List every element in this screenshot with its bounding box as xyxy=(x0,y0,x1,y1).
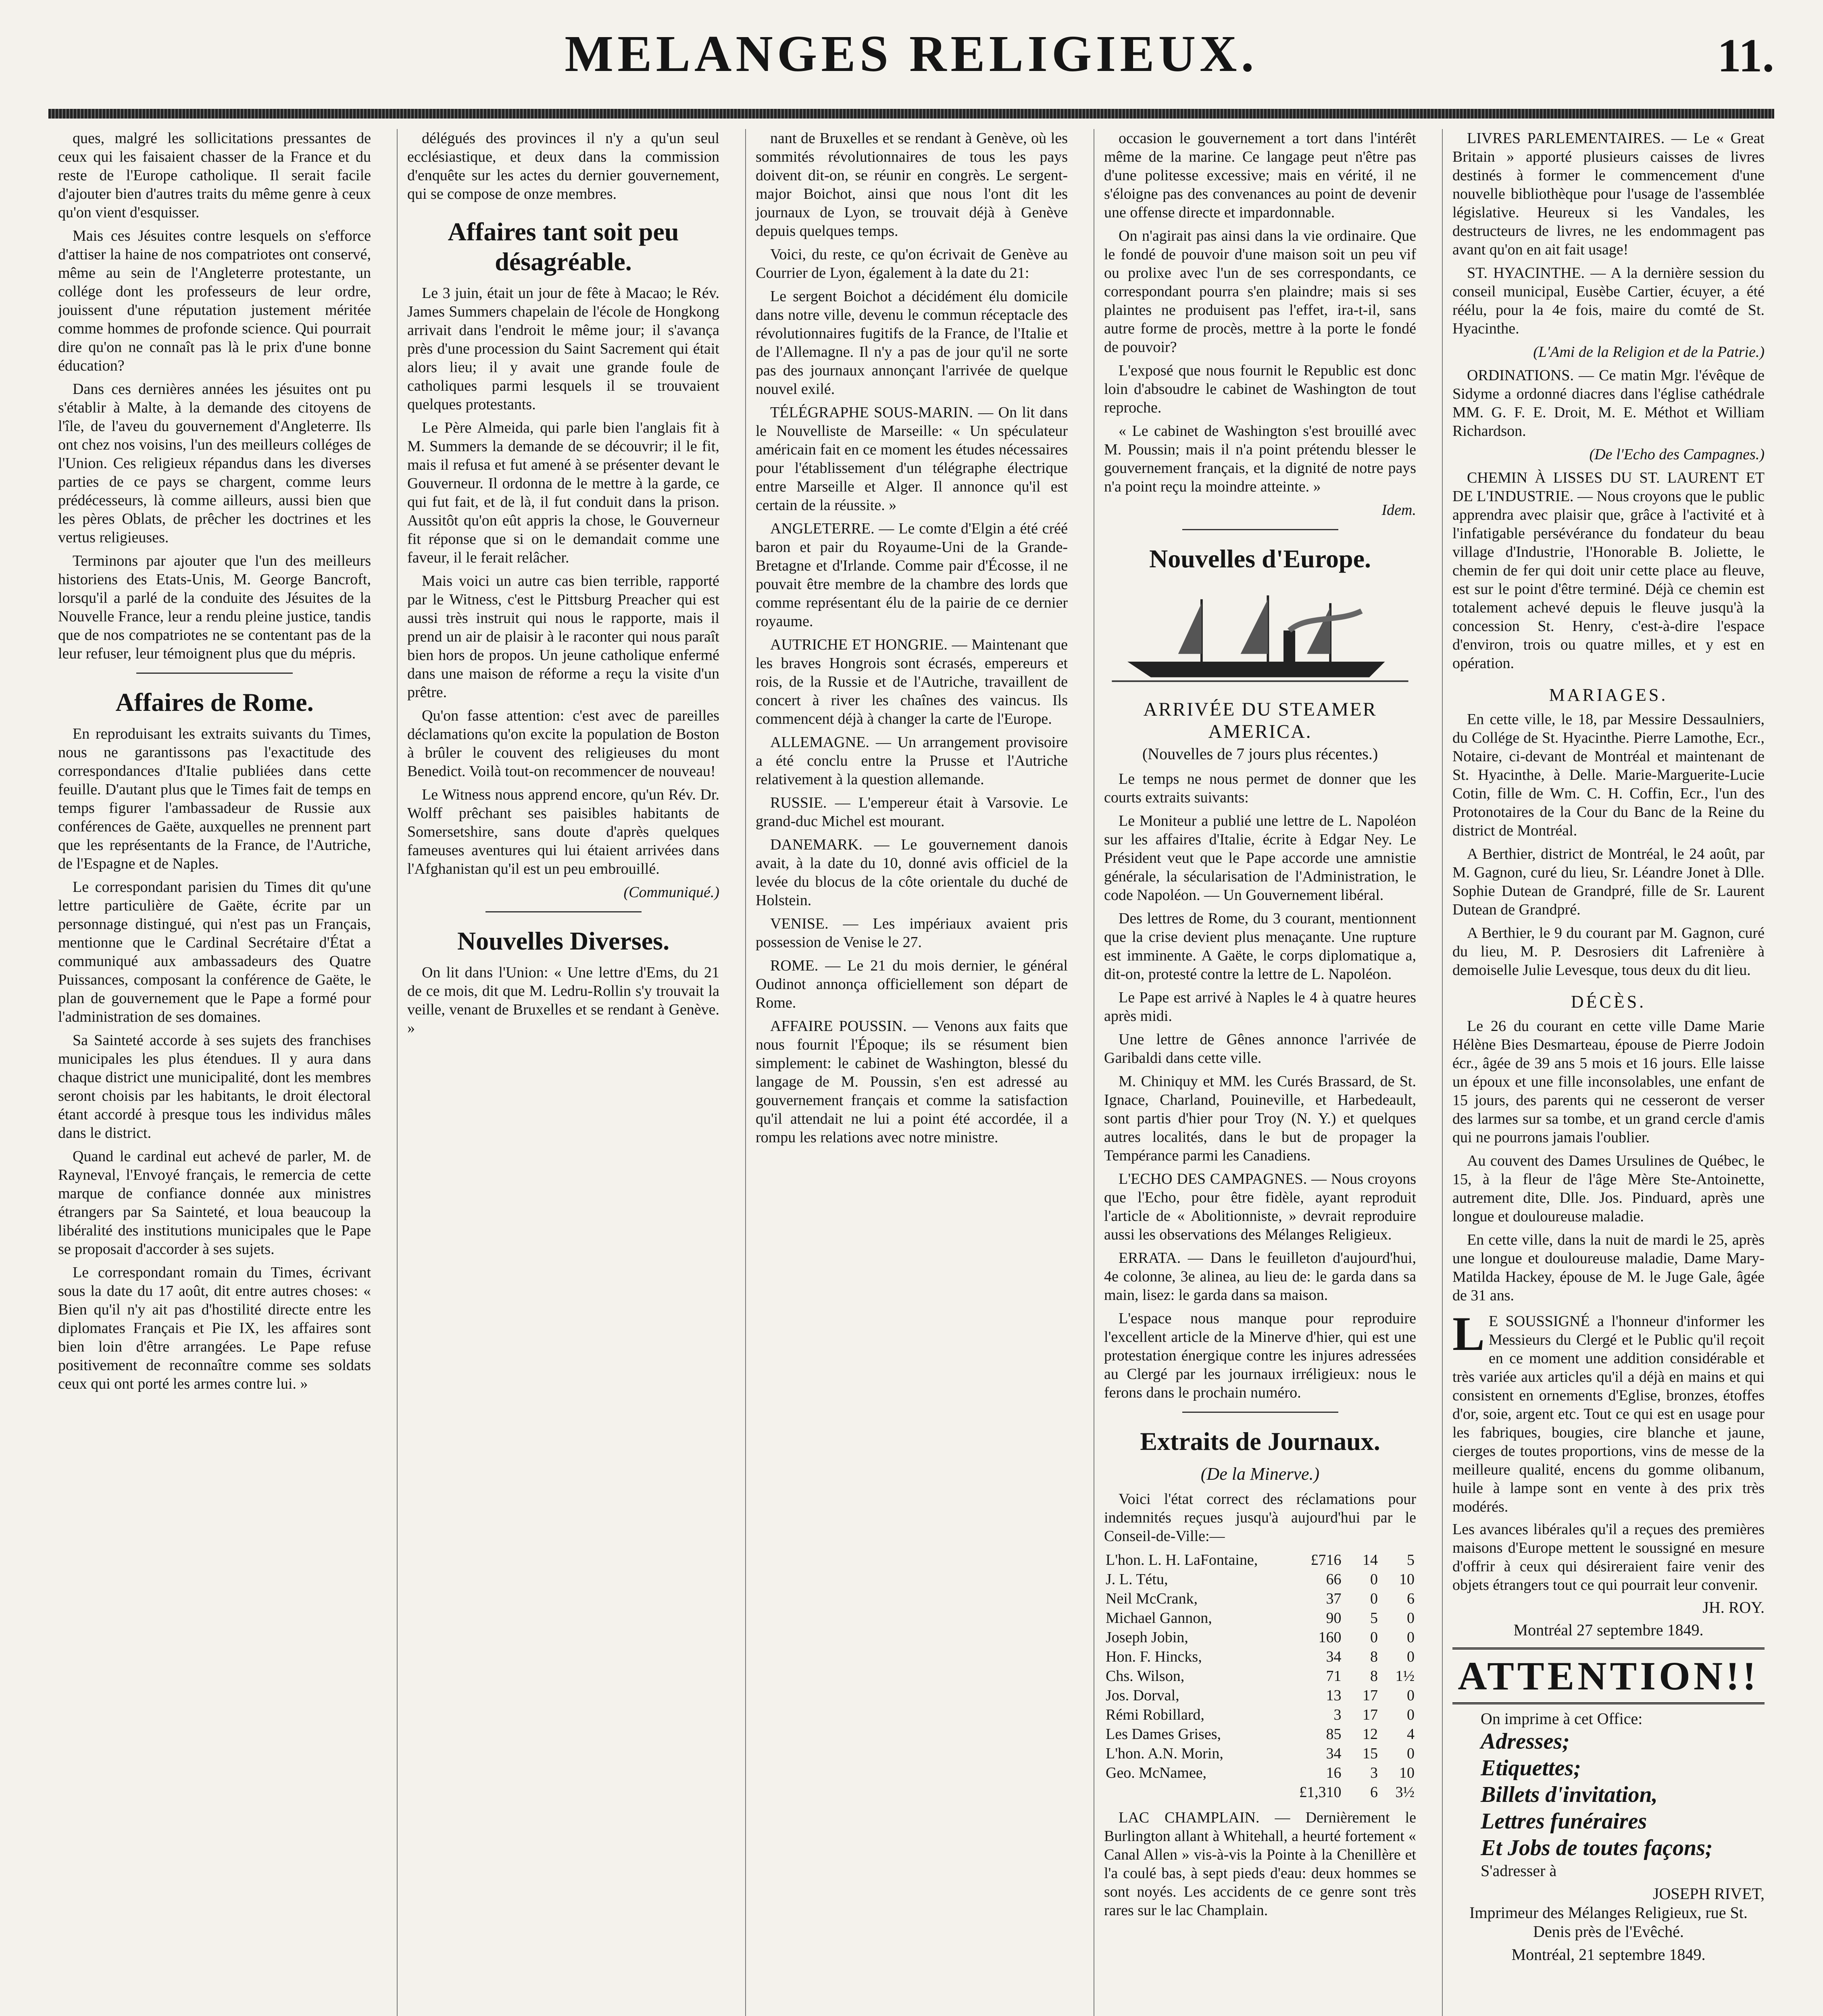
paragraph: Le Witness nous apprend encore, qu'un Rév. Dr. Wolff prêchant ses paisibles habitants de Somersetshire, sans doute d'après quelques fameuses aventures qui lui étaient arrivées dans l'Afghanistan qu'il est un peu embrouillé. xyxy=(407,786,719,877)
paragraph: ST. HYACINTHE. — A la dernière session du conseil municipal, Eusèbe Cartier, écuyer, a été réélu, pour la 4e fois, maire du comté de St. Hyacinthe. xyxy=(1452,264,1765,337)
claimant-name: Hon. F. Hincks, xyxy=(1106,1648,1202,1665)
amount-cell: 5 xyxy=(1370,1610,1378,1627)
amount-cell: 12 xyxy=(1362,1726,1378,1743)
paragraph: ANGLETERRE. — Le comte d'Elgin a été créé baron et pair du Royaume-Uni de la Grande-Bretagne et d'Irlande. Comme pair d'Écosse, il ne pouvait être membre de la chambre des lords que comme représentant élu de la pairie de ce dernier royaume. xyxy=(756,520,1068,630)
columns xyxy=(48,129,1774,2016)
paragraph: Une lettre de Gênes annonce l'arrivée de Garibaldi dans cette ville. xyxy=(1104,1031,1416,1066)
attention-line: Et Jobs de toutes façons; xyxy=(1481,1835,1713,1860)
amount-cell: 3 xyxy=(1370,1764,1378,1781)
amount-cell: 85 xyxy=(1326,1726,1342,1743)
article-signature: Idem. xyxy=(1381,502,1416,519)
paragraph: AUTRICHE ET HONGRIE. — Maintenant que les braves Hongrois sont écrasés, empereurs et rois, de la Russie et de l'Autriche, travaillent de concert à river les chaînes des vaincus. Ils commencent déjà à changer la carte de l'Europe. xyxy=(756,636,1068,727)
paragraph: Sa Sainteté accorde à ses sujets des franchises municipales les plus étendues. Il y aura dans chaque district une municipalité, dont les membres seront choisis par les habitants, le droit électoral étant accordé à presque tous les individus mâles dans le district. xyxy=(58,1032,371,1141)
claimant-name: Les Dames Grises, xyxy=(1106,1726,1221,1743)
table-row xyxy=(1104,1608,1416,1628)
arrival-subtitle: (Nouvelles de 7 jours plus récentes.) xyxy=(1142,745,1378,763)
amount-cell: 34 xyxy=(1326,1745,1342,1762)
claimant-name: Joseph Jobin, xyxy=(1106,1629,1188,1646)
attention-line: Adresses; xyxy=(1481,1729,1570,1754)
amount-cell: 17 xyxy=(1362,1687,1378,1704)
amount-cell: 16 xyxy=(1326,1764,1342,1781)
claimant-name: J. L. Tétu, xyxy=(1106,1571,1168,1588)
claimant-name: Michael Gannon, xyxy=(1106,1610,1212,1627)
paragraph: Le Père Almeida, qui parle bien l'anglais fit à M. Summers la demande de se découvrir; il le fit, mais il refusa et fut amené à se présenter devant le Gouverneur. Il ordonna de le mettre à la garde, ce qui fut fait, et de là, il fut conduit dans la prison. Aussitôt qu'on eût appris la chose, le Gouverneur fit réponse que si on le demandait comme une faveur, il le ferait relâcher. xyxy=(407,419,719,566)
paragraph: ALLEMAGNE. — Un arrangement provisoire a été conclu entre la Prusse et l'Autriche relativement à la question allemande. xyxy=(756,734,1068,788)
paragraph: En reproduisant les extraits suivants du Times, nous ne garantissons pas l'exactitude des correspondances d'Italie publiées dans cette feuille. D'autant plus que le Times fait de temps en temps figurer l'ambassadeur de Russie aux conférences de Gaëte, auxquelles ne prennent part que les représentants de la France, de l'Autriche, de l'Espagne et de Naples. xyxy=(58,725,371,872)
table-row xyxy=(1104,1666,1416,1686)
paragraph: Le correspondant romain du Times, écrivant sous la date du 17 août, dit entre autres choses: « Bien qu'il n'y ait pas d'hostilité directe entre les diplomates Français et Pie IX, les affaires sont bien loin d'être arrangées. Le Pape refuse positivement de reconnaître comme ses soldats ceux qui ont porté les armes contre lui. » xyxy=(58,1264,371,1392)
article-livres-parlementaires xyxy=(1452,129,1765,361)
paragraph: Le temps ne nous permet de donner que les courts extraits suivants: xyxy=(1104,771,1416,806)
divider xyxy=(485,911,642,912)
attention-intro: On imprime à cet Office: xyxy=(1481,1710,1643,1728)
paragraph: AFFAIRE POUSSIN. — Venons aux faits que nous fournit l'Époque; ils se résument bien simplement: le cabinet de Washington, blessé du langage de M. Poussin, s'en est adressé au gouvernement français et comme la satisfaction qu'il attendait ne lui a point été accordée, il a rompu les relations avec notre ministre. xyxy=(756,1018,1068,1146)
steamship-illustration xyxy=(1104,586,1416,691)
deces-heading: DÉCÈS. xyxy=(1571,992,1646,1012)
amount-cell: 17 xyxy=(1362,1706,1378,1723)
amount-cell: 8 xyxy=(1370,1668,1378,1685)
paragraph: Quand le cardinal eut achevé de parler, M. de Rayneval, l'Envoyé français, le remercia de cette marque de confiance donnée aux ministres étrangers par Sa Sainteté, et loua beaucoup la libéralité des institutions municipales que le Pape se proposait d'accorder à ses sujets. xyxy=(58,1148,371,1258)
amount-cell: £1,310 xyxy=(1299,1784,1342,1801)
paragraph: Le 3 juin, était un jour de fête à Macao; le Rév. James Summers chapelain de l'école de Hongkong arrivait dans l'endroit le même jour; il s'avança près d'une procession du Saint Sacrement qui était alors lieu; il y avait une grande foule de catholiques parmi lesquels il se trouvaient quelques protestants. xyxy=(407,285,719,413)
amount-cell: 0 xyxy=(1370,1571,1378,1588)
paragraph: L'ECHO DES CAMPAGNES. — Nous croyons que l'Echo, pour être fidèle, ayant reproduit l'article de « Abolitionniste, » devrait reproduire aussi les observations des Mélanges Religieux. xyxy=(1104,1170,1416,1243)
paragraph: L'exposé que nous fournit le Republic est donc loin d'absoudre le cabinet de Washington de tout reproche. xyxy=(1104,362,1416,416)
column-4 xyxy=(1094,129,1426,2016)
attention-line: Billets d'invitation, xyxy=(1481,1782,1658,1807)
amount-cell: 15 xyxy=(1362,1745,1378,1762)
paragraph: ques, malgré les sollicitations pressantes de ceux qui les faisaient chasser de la France et du reste de l'Europe catholique. Il serait facile d'ajouter bien d'autres traits du même genre à ceux qu'on vient d'esquisser. xyxy=(58,130,371,221)
article-heading: Nouvelles Diverses. xyxy=(457,927,670,955)
divider xyxy=(1182,1412,1338,1413)
paragraph: Voici l'état correct des réclamations pour indemnités reçues jusqu'à aujourd'hui par le Conseil-de-Ville:— xyxy=(1104,1491,1416,1545)
paragraph: L'espace nous manque pour reproduire l'excellent article de la Minerve d'hier, qui est une protestation énergique contre les injures adressées au Clergé par les journaux irréligieux: nous le ferons dans le prochain numéro. xyxy=(1104,1310,1416,1401)
list-item: Le 26 du courant en cette ville Dame Marie Hélène Bies Desmarteau, épouse de Pierre Jodoin écr., âgée de 39 ans 5 mois et 16 jours. Elle laisse un époux et une fille inconsolables, une enfant de 15 jours, des parents qui ne cesseront de verser des larmes sur sa tombe, et un grand cercle d'amis qui ne pourrons jamais l'oublier. xyxy=(1452,1018,1765,1146)
article-heading: Nouvelles d'Europe. xyxy=(1149,544,1371,573)
article-jesuites xyxy=(58,129,371,663)
paragraph: ROME. — Le 21 du mois dernier, le général Oudinot annonça officiellement son départ de Rome. xyxy=(756,957,1068,1011)
amount-cell: 37 xyxy=(1326,1590,1342,1607)
amount-cell: 8 xyxy=(1370,1648,1378,1665)
paragraph: Terminons par ajouter que l'un des meilleurs historiens des Etats-Unis, M. George Bancroft, lorsqu'il a parlé de la conduite des Jésuites de la Nouvelle France, leur a rendu pleine justice, tandis que de nos compatriotes ne se contentant pas de la leur refuser, leur témoignent plus que du mépris. xyxy=(58,552,371,662)
article-heading: Extraits de Journaux. xyxy=(1140,1427,1380,1456)
article-nouvelles-continued xyxy=(756,129,1068,1147)
amount-cell: 6 xyxy=(1407,1590,1415,1607)
amount-cell: 71 xyxy=(1326,1668,1342,1685)
amount-cell: 6 xyxy=(1370,1784,1378,1801)
paragraph: DANEMARK. — Le gouvernement danois avait, à la date du 10, donné avis officiel de la levée du blocus de la côte orientale du duché de Holstein. xyxy=(756,836,1068,909)
article-signature: (L'Ami de la Religion et de la Patrie.) xyxy=(1533,344,1765,360)
attention-date: Montréal, 21 septembre 1849. xyxy=(1511,1945,1706,1964)
amount-cell: 66 xyxy=(1326,1571,1342,1588)
claimant-name: Neil McCrank, xyxy=(1106,1590,1198,1607)
paragraph: Le correspondant parisien du Times dit qu'une lettre particulière de Gaëte, écrite par un personnage distingué, qui n'est pas un Français, mentionne que le Cardinal Secrétaire d'État a communiqué aux ambassadeurs des Quatre Puissances, composant la conférence de Gaëte, le plan de gouvernement que le Pape a formé pour l'administration de ses domaines. xyxy=(58,879,371,1025)
amount-cell: 34 xyxy=(1326,1648,1342,1665)
notice-date: Montréal 27 septembre 1849. xyxy=(1513,1621,1704,1639)
mariages-list xyxy=(1452,710,1765,979)
paragraph: occasion le gouvernement a tort dans l'intérêt même de la marine. Ce langage peut n'être pas d'une politesse excessive; mais en vérité, il ne s'éloigne pas des convenances au point de devenir une offense directe et impardonnable. xyxy=(1104,130,1416,221)
amount-cell: 90 xyxy=(1326,1610,1342,1627)
printer-description: Imprimeur des Mélanges Religieux, rue St. Denis près de l'Evêché. xyxy=(1469,1904,1748,1941)
claimant-name: L'hon. A.N. Morin, xyxy=(1106,1745,1223,1762)
amount-cell: 0 xyxy=(1407,1687,1415,1704)
drop-cap: L xyxy=(1452,1307,1485,1360)
article-nouvelles-diverses xyxy=(407,926,719,1037)
amount-cell: 0 xyxy=(1407,1629,1415,1646)
attention-address-to: S'adresser à xyxy=(1481,1862,1557,1880)
amount-cell: 160 xyxy=(1318,1629,1342,1646)
amount-cell: 14 xyxy=(1362,1552,1378,1568)
table-row xyxy=(1104,1647,1416,1666)
soussigne-notice xyxy=(1452,1307,1765,1639)
table-row xyxy=(1104,1686,1416,1705)
claimant-name: Geo. McNamee, xyxy=(1106,1764,1207,1781)
amount-cell: 3 xyxy=(1333,1706,1342,1723)
claimant-name: Chs. Wilson, xyxy=(1106,1668,1185,1685)
masthead xyxy=(48,16,1774,117)
divider xyxy=(1182,529,1338,530)
article-delegues xyxy=(407,129,719,203)
table-row xyxy=(1104,1763,1416,1783)
paragraph: « Le cabinet de Washington s'est brouillé avec M. Poussin; mais il n'a point prétendu blesser le gouvernement français, et la dignité de notre pays n'a point reçu la moindre atteinte. » xyxy=(1104,423,1416,495)
attention-line: Etiquettes; xyxy=(1481,1756,1581,1781)
paragraph: On n'agirait pas ainsi dans la vie ordinaire. Que le fondé de pouvoir d'une maison soit un peu vif ou prolixe avec l'un de ses correspondants, ce correspondant pourra s'en plaindre; mais si ses plaintes ne produisent pas l'effet, ira-t-il, sans autre forme de procès, mettre à la porte le fondé de pouvoir? xyxy=(1104,227,1416,356)
claimant-name: L'hon. L. H. LaFontaine, xyxy=(1106,1552,1258,1568)
column-5 xyxy=(1442,129,1774,2016)
masthead-rule xyxy=(48,109,1774,119)
paragraph: On lit dans l'Union: « Une lettre d'Ems, du 21 de ce mois, dit que M. Ledru-Rollin s'y trouvait la veille, venant de Bruxelles et se rendant à Genève. » xyxy=(407,964,719,1037)
claimant-name: Rémi Robillard, xyxy=(1106,1706,1204,1723)
indemnities-table xyxy=(1104,1550,1416,1802)
paragraph: TÉLÉGRAPHE SOUS-MARIN. — On lit dans le Nouvelliste de Marseille: « Un spéculateur américain fait en ce moment les études nécessaires pour l'établissement d'un télégraphe électrique entre Marseille et Alger. Il annonce qu'il est certain de la réussite. » xyxy=(756,404,1068,514)
article-source: (De la Minerve.) xyxy=(1200,1464,1320,1484)
amount-cell: 3½ xyxy=(1395,1784,1415,1801)
amount-cell: 0 xyxy=(1370,1590,1378,1607)
amount-cell: 1½ xyxy=(1395,1668,1415,1685)
paragraph: Mais voici un autre cas bien terrible, rapporté par le Witness, c'est le Pittsburg Preacher qui est aussi très instruit qui nous le rapporte, mais il prend un air de plaisir à le raconter qui nous paraît bien hors de propos. Un jeune catholique enfermé dans une maison de réforme a reçu la visite d'un prêtre. xyxy=(407,573,719,701)
masthead-title: MELANGES RELIGIEUX. xyxy=(565,25,1258,82)
amount-cell: 13 xyxy=(1326,1687,1342,1704)
article-poussin-continued xyxy=(1104,129,1416,519)
paragraph: Voici, du reste, ce qu'on écrivait de Genève au Courrier de Lyon, également à la date du 21: xyxy=(756,246,1068,281)
column-1 xyxy=(48,129,381,2016)
article-nouvelles-europe xyxy=(1104,544,1416,1402)
paragraph: Des lettres de Rome, du 3 courant, mentionnent que la crise devient plus menaçante. Une rupture est imminente. A Gaëte, le corps diplomatique a, dit-on, protesté contre la lettre de L. Napoléon. xyxy=(1104,910,1416,983)
printer-name: JOSEPH RIVET, xyxy=(1652,1885,1765,1903)
paragraph: Le Pape est arrivé à Naples le 4 à quatre heures après midi. xyxy=(1104,989,1416,1025)
amount-cell: £716 xyxy=(1310,1552,1342,1568)
paragraph: Le Moniteur a publié une lettre de L. Napoléon sur les affaires d'Italie, écrite à Edgar Ney. Le Président veut que le Pape accorde une amnistie générale, la sécularisation de l'Administration, le code Napoléon. — Un Gouvernement libéral. xyxy=(1104,812,1416,904)
paragraph: nant de Bruxelles et se rendant à Genève, où les sommités révolutionnaires de tous les pays doivent dit-on, se réunir en congrès. Le sergent-major Boichot, ainsi que nous l'ont dit les journaux de Lyon, se trouvait déjà à Genève depuis quelques temps. xyxy=(756,130,1068,240)
list-item: Au couvent des Dames Ursulines de Québec, le 15, à la fleur de l'âge Mère Ste-Antoinette, autrement dite, Dlle. Jos. Pinduard, après une longue et douloureuse maladie. xyxy=(1452,1152,1765,1225)
arrival-banner: ARRIVÉE DU STEAMER AMERICA. xyxy=(1143,699,1377,742)
amount-cell: 5 xyxy=(1407,1552,1415,1568)
paragraph: RUSSIE. — L'empereur était à Varsovie. Le grand-duc Michel est mourant. xyxy=(756,794,1068,830)
notice-text: E SOUSSIGNÉ a l'honneur d'informer les Messieurs du Clergé et le Public qu'il reçoit en ce moment une addition considérable et très variée aux articles qu'il a déjà en mains et qui consistent en ornements d'Eglise, bronzes, étoffes d'or, soie, argent etc. Tout ce qui est en usage pour les fabriques, bougies, cire blanche et jaune, cierges de toutes proportions, vins de messe de la meilleure qualité, encens du gomme olibanum, huile à lampe sont en vente à des prix très modérés. xyxy=(1452,1313,1765,1515)
amount-cell: 0 xyxy=(1407,1610,1415,1627)
list-item: En cette ville, dans la nuit de mardi le 25, après une longue et douloureuse maladie, Dame Mary-Matilda Hackey, épouse de M. le Juge Gale, âgée de 31 ans. xyxy=(1452,1231,1765,1304)
table-row xyxy=(1104,1744,1416,1763)
paragraph: LAC CHAMPLAIN. — Dernièrement le Burlington allant à Whitehall, a heurté fortement « Canal Allen » vis-à-vis la Pointe à la Chenillère et l'a coulé bas, à sept pieds d'eau: deux hommes se sont noyés. Les accidents de ce genre sont très rares sur le lac Champlain. xyxy=(1104,1809,1416,1919)
notice-signature: JH. ROY. xyxy=(1702,1598,1765,1616)
amount-cell: 0 xyxy=(1407,1745,1415,1762)
paragraph: Mais ces Jésuites contre lesquels on s'efforce d'attiser la haine de nos compatriotes ont conservé, même au sein de l'Angleterre protestante, un collége dont les professeurs de leur ordre, jouissent d'une réputation justement méritée comme hommes de profonde science. Qui pourrait dire qu'on ne connaît pas là le prix d'une bonne éducation? xyxy=(58,227,371,374)
divider xyxy=(136,673,293,674)
article-heading: Affaires tant soit peu désagréable. xyxy=(448,217,679,276)
attention-title: ATTENTION!! xyxy=(1452,1647,1765,1704)
paragraph: Dans ces dernières années les jésuites ont pu s'établir à Malte, à la demande des citoyens de l'île, de l'aveu du gouvernement d'Angleterre. Ils ont chez nos voisins, l'un des meilleurs colléges de l'Union. Ces religieux répandus dans les diverses parties de ce pays se chargent, comme leurs prédécesseurs, là comme ailleurs, aussi bien que les pères Oblats, de prêcher les doctrines et les vertus religieuses. xyxy=(58,381,371,546)
mariages-heading: MARIAGES. xyxy=(1549,685,1668,705)
paragraph: M. Chiniquy et MM. les Curés Brassard, de St. Ignace, Charland, Pouineville, et Harbedeault, sont partis d'hier pour Troy (N. Y.) et quelques autres localités, dans le but de propager la Tempérance parmi les Canadiens. xyxy=(1104,1073,1416,1164)
amount-cell: 0 xyxy=(1370,1629,1378,1646)
list-item: A Berthier, le 9 du courant par M. Gagnon, curé du lieu, M. P. Desrosiers dit Lafrenière à demoiselle Julie Levesque, tous deux du dit lieu. xyxy=(1452,925,1765,979)
paragraph: VENISE. — Les impériaux avaient pris possession de Venise le 27. xyxy=(756,915,1068,951)
table-row xyxy=(1104,1705,1416,1724)
paragraph: Qu'on fasse attention: c'est avec de pareilles déclamations qu'on excite la population de Boston à brûler le couvent des religieuses du mont Benedict. Voilà tout-on recommencer de nouveau! xyxy=(407,707,719,780)
list-item: A Berthier, district de Montréal, le 24 août, par M. Gagnon, curé du lieu, Sr. Léandre Jonet à Dlle. Sophie Dutean de Grandpré, fille de Sr. Laurent Dutean de Grandpré. xyxy=(1452,846,1765,918)
paragraph: délégués des provinces il n'y a qu'un seul ecclésiastique, et deux dans la commission d'enquête sur les actes du dernier gouvernement, qui se compose de onze membres. xyxy=(407,130,719,202)
article-ordinations xyxy=(1452,366,1765,464)
table-row xyxy=(1104,1628,1416,1647)
list-item: En cette ville, le 18, par Messire Dessaulniers, du Collége de St. Hyacinthe. Pierre Lamothe, Ecr., Notaire, ci-devant de Montréal et maintenant de St. Hyacinthe, à Delle. Marie-Marguerite-Lucie Cotin, fille de Wm. C. H. Coffin, Ecr., l'un des Protonotaires de la Cour du Banc de la Reine du district de Montréal. xyxy=(1452,711,1765,839)
deces-list xyxy=(1452,1017,1765,1305)
claimant-name xyxy=(1104,1783,1298,1802)
article-affaires-desagreable xyxy=(407,217,719,902)
paragraph: ORDINATIONS. — Ce matin Mgr. l'évêque de Sidyme a ordonné diacres dans l'église cathédrale MM. G. F. E. Droit, M. E. Méthot et William Richardson. xyxy=(1452,367,1765,439)
claimant-name: Jos. Dorval, xyxy=(1106,1687,1179,1704)
column-3 xyxy=(745,129,1077,2016)
attention-line: Lettres funéraires xyxy=(1481,1809,1647,1834)
article-signature: (Communiqué.) xyxy=(623,884,719,901)
paragraph: ERRATA. — Dans le feuilleton d'aujourd'hui, 4e colonne, 3e alinea, au lieu de: le garda dans sa main, lisez: le garda dans sa maison. xyxy=(1104,1250,1416,1304)
table-row xyxy=(1104,1570,1416,1589)
article-chemin-a-lisses xyxy=(1452,469,1765,673)
amount-cell: 0 xyxy=(1407,1648,1415,1665)
amount-cell: 4 xyxy=(1407,1726,1415,1743)
notice-text-2: Les avances libérales qu'il a reçues des premières maisons d'Europe mettent le soussigné en mesure d'offrir à ceux qui désireraient faire venir des objets étrangers tout ce qui pourrait leur convenir. xyxy=(1452,1521,1765,1593)
paragraph: Le sergent Boichot a décidément élu domicile dans notre ville, devenu le commun réceptacle des révolutionnaires fugitifs de la France, de l'Italie et de l'Allemagne. Il n'y a pas de jour qu'il ne sorte pas des journaux annonçant l'arrivée de quelque nouvel exilé. xyxy=(756,288,1068,398)
column-2 xyxy=(397,129,729,2016)
table-row xyxy=(1104,1724,1416,1744)
amount-cell: 0 xyxy=(1407,1706,1415,1723)
paragraph: CHEMIN À LISSES DU ST. LAURENT ET DE L'INDUSTRIE. — Nous croyons que le public apprendra avec plaisir que, grâce à l'activité et à l'infatigable persévérance du fondateur du beau village d'Industrie, l'Honorable B. Joliette, le chemin de fer qui doit unir cette place au fleuve, est sur le point d'être terminé. Déjà ce chemin est totalement achevé depuis le fleuve jusqu'à la concession St. Henry, c'est-à-dire l'espace d'environ, trois ou quatre milles, et y est en opération. xyxy=(1452,469,1765,672)
amount-cell: 10 xyxy=(1399,1764,1415,1781)
article-signature: (De l'Echo des Campagnes.) xyxy=(1589,446,1765,463)
paragraph: LIVRES PARLEMENTAIRES. — Le « Great Britain » apporté plusieurs caisses de livres destinés à former le commencement d'une nouvelle bibliothèque pour l'usage de l'assemblée législative. Heureux si les Vandales, les destructeurs de livres, ne les endommagent pas avant qu'on en ait fait usage! xyxy=(1452,130,1765,258)
table-row xyxy=(1104,1589,1416,1608)
page-number: 11. xyxy=(1717,29,1774,82)
amount-cell: 10 xyxy=(1399,1571,1415,1588)
article-affaires-de-rome xyxy=(58,687,371,1393)
table-total-row xyxy=(1104,1783,1416,1802)
article-heading: Affaires de Rome. xyxy=(115,688,314,716)
table-row xyxy=(1104,1550,1416,1570)
article-extraits-journaux xyxy=(1104,1427,1416,1920)
